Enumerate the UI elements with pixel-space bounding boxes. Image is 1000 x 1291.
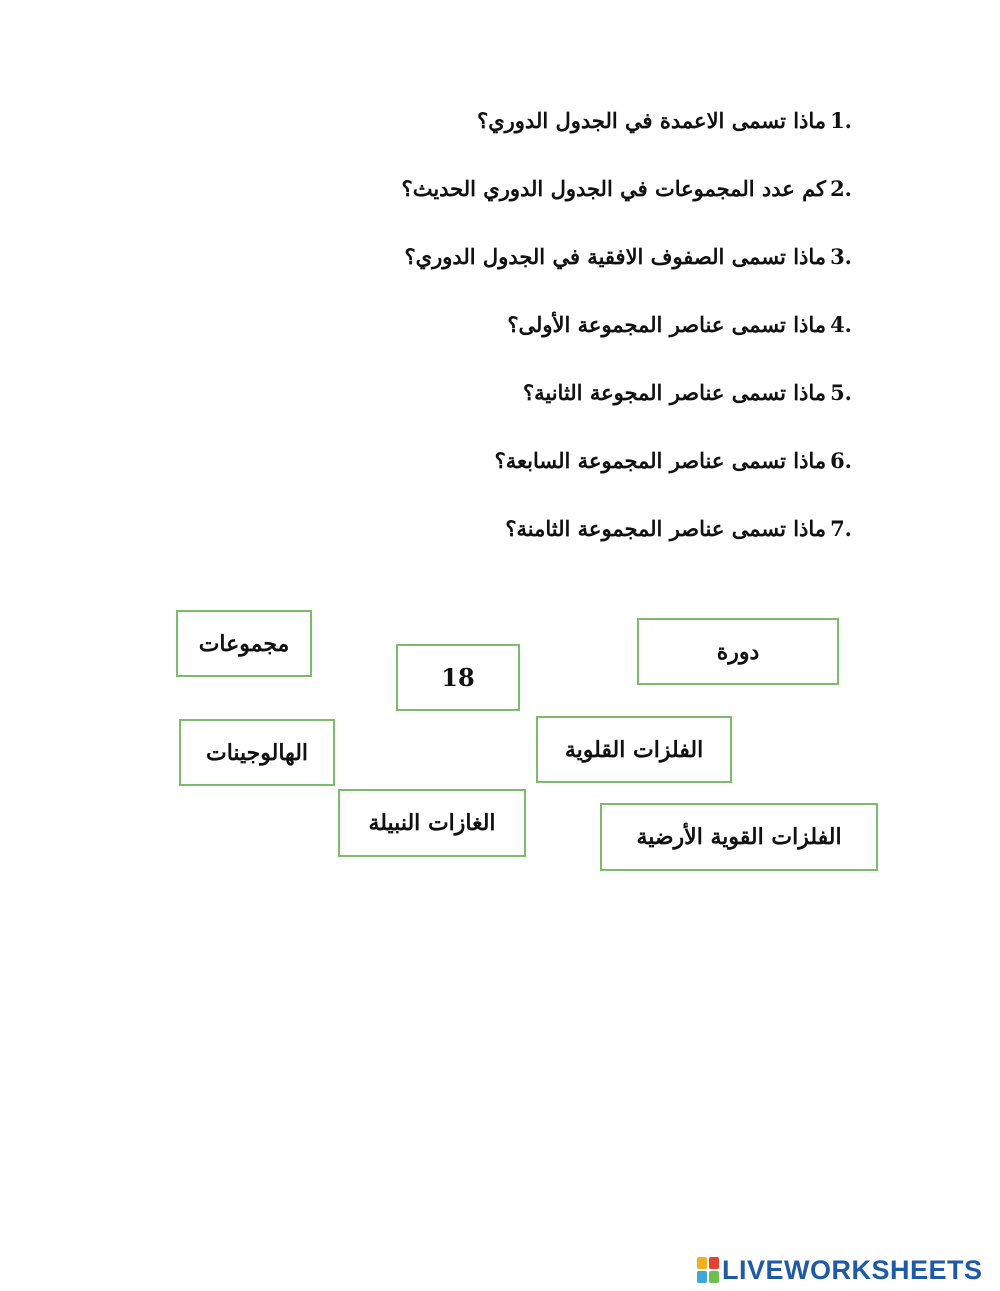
question-number: 6. [830,448,852,473]
question-item [300,108,852,176]
question-number: 3. [830,244,852,269]
question-item [300,516,852,584]
question-item [300,176,852,244]
question-item [300,244,852,312]
answer-card-alkali-metals[interactable]: الفلزات القلوية [536,716,732,783]
logo-text: LIVEWORKSHEETS [722,1254,983,1285]
answer-card-groups[interactable]: مجموعات [176,610,312,677]
question-number: 1. [830,108,852,133]
answer-card-noble-gases[interactable]: الغازات النبيلة [338,789,526,857]
question-text: ماذا تسمى عناصر المجموعة السابعة؟ [494,448,827,473]
liveworksheets-icon [697,1257,719,1283]
answer-card-alkaline-earth-metals[interactable]: الفلزات القوية الأرضية [600,803,878,871]
question-item [300,312,852,380]
question-text: كم عدد المجموعات في الجدول الدوري الحديث؟ [401,176,827,201]
question-text: ماذا تسمى عناصر المجوعة الثانية؟ [522,380,827,405]
question-text: ماذا تسمى عناصر المجموعة الثامنة؟ [505,516,827,541]
answer-card-halogens[interactable]: الهالوجينات [179,719,335,786]
liveworksheets-logo [697,1256,983,1284]
question-number: 2. [830,176,852,201]
question-number: 7. [830,516,852,541]
answer-card-eighteen[interactable]: 18 [396,644,520,711]
question-item [300,448,852,516]
question-number: 5. [830,380,852,405]
questions-list [300,108,852,584]
question-text: ماذا تسمى الاعمدة في الجدول الدوري؟ [477,108,827,133]
question-text: ماذا تسمى الصفوف الافقية في الجدول الدوري؟ [404,244,827,269]
question-text: ماذا تسمى عناصر المجموعة الأولى؟ [507,312,827,337]
question-item [300,380,852,448]
answer-card-period[interactable]: دورة [637,618,839,685]
question-number: 4. [830,312,852,337]
